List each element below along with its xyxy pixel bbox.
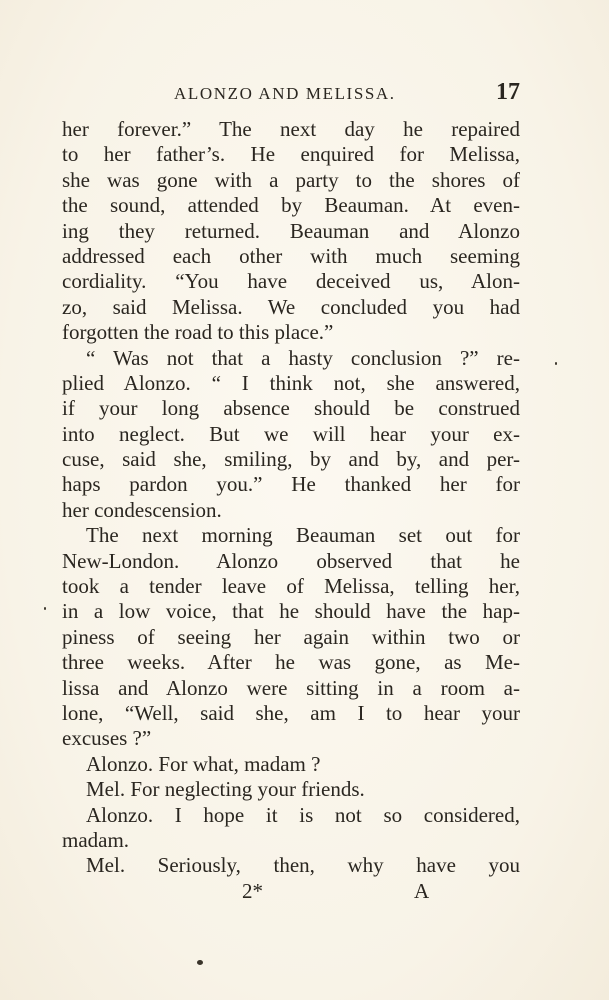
text-line: lone, “Well, said she, am I to hear your xyxy=(62,700,520,725)
running-title: ALONZO AND MELISSA. xyxy=(174,84,396,103)
text-line: Alonzo. For what, madam ? xyxy=(86,751,321,776)
text-line: The next morning Beauman set out for xyxy=(86,523,520,548)
text-line: three weeks. After he was gone, as Me- xyxy=(62,650,520,675)
text-line: the sound, attended by Beauman. At even- xyxy=(62,193,520,218)
text-line: zo, said Melissa. We concluded you had xyxy=(62,294,520,319)
text-line: took a tender leave of Melissa, telling her, xyxy=(62,574,520,599)
text-line: in a low voice, that he should have the hap- xyxy=(62,599,520,624)
page-number: 17 xyxy=(496,79,520,105)
text-line: madam. xyxy=(62,827,130,852)
printer-signature xyxy=(0,879,609,905)
text-line: her forever.” The next day he repaired xyxy=(62,117,520,141)
text-line: ing they returned. Beauman and Alonzo xyxy=(62,218,520,243)
text-line: into neglect. But we will hear your ex- xyxy=(62,421,520,446)
text-line: addressed each other with much seeming xyxy=(62,243,520,268)
text-line: Alonzo. I hope it is not so considered, xyxy=(86,802,520,827)
text-line: forgotten the road to this place.” xyxy=(62,320,334,345)
signature-letter: A xyxy=(414,879,430,903)
ink-speck xyxy=(44,607,46,610)
ink-speck xyxy=(197,960,203,965)
body-text xyxy=(62,117,520,879)
text-line: haps pardon you.” He thanked her for xyxy=(62,472,520,497)
text-line: New-London. Alonzo observed that he xyxy=(62,548,520,573)
text-line: her condescension. xyxy=(62,497,222,522)
text-line: she was gone with a party to the shores of xyxy=(62,167,520,192)
signature-number: 2* xyxy=(242,879,263,903)
text-line: cuse, said she, smiling, by and by, and per- xyxy=(62,447,520,472)
text-line: piness of seeing her again within two or xyxy=(62,624,520,649)
ink-speck xyxy=(555,362,557,365)
text-line: if your long absence should be construed xyxy=(62,396,520,421)
text-line: plied Alonzo. “ I think not, she answered, xyxy=(62,370,520,395)
text-line: Mel. For neglecting your friends. xyxy=(86,777,365,802)
text-line: Mel. Seriously, then, why have you xyxy=(86,853,520,878)
text-line: cordiality. “You have deceived us, Alon- xyxy=(62,269,520,294)
text-line: lissa and Alonzo were sitting in a room a- xyxy=(62,675,520,700)
page-header xyxy=(62,79,524,112)
text-line: “ Was not that a hasty conclusion ?” re- xyxy=(86,345,520,370)
text-line: excuses ?” xyxy=(62,726,152,751)
text-line: to her father’s. He enquired for Melissa, xyxy=(62,142,520,167)
